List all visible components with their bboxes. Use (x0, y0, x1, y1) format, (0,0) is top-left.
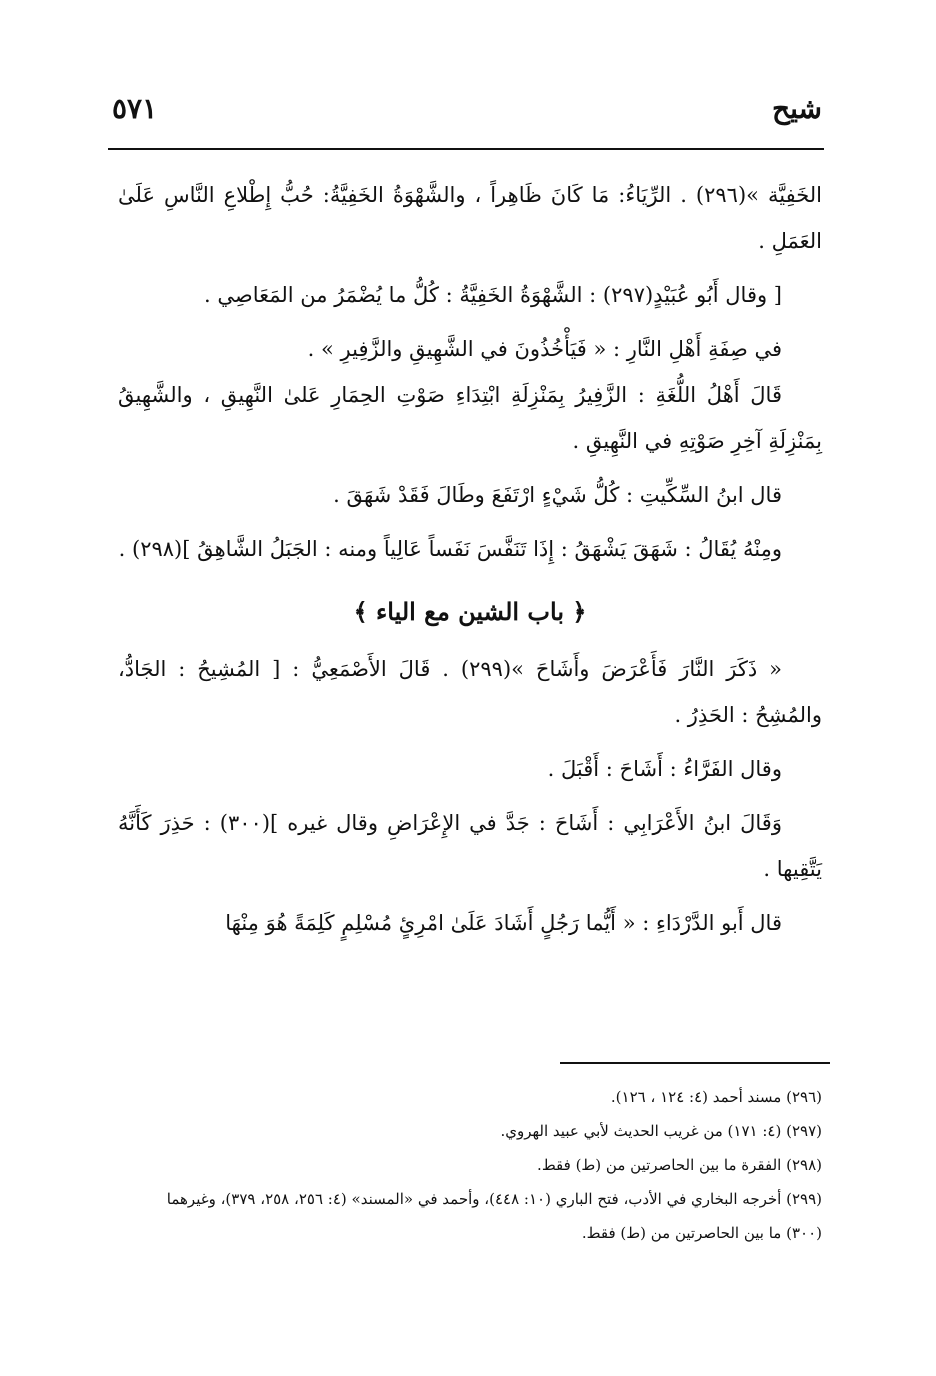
main-text (118, 172, 822, 954)
paragraph-4: قَالَ أَهْلُ اللُّغَةِ : الزَّفِيرُ بِمَنْزِلَةِ ابْتِدَاءِ صَوْتِ الحِمَارِ عَلىٰ النَّهِيقِ ، والشَّهِيقُ بِمَنْزِلَةِ آخِرِ صَوْتِهِ في النَّهِيقِ . (118, 383, 822, 453)
header-word: شيح (772, 92, 822, 125)
header-rule (108, 148, 824, 150)
footnote-298: (٢٩٨) الفقرة ما بين الحاصرتين من (ط) فقط. (537, 1156, 822, 1174)
page-number: ٥٧١ (112, 92, 158, 125)
footnotes (118, 1082, 822, 1252)
paragraph-5: قال ابنُ السِّكِّيتِ : كُلُّ شَيْءٍ ارْتَفَعَ وطَالَ فَقَدْ شَهَقَ . (333, 483, 782, 507)
footnote-rule (560, 1062, 830, 1064)
paragraph-10: قال أَبو الدَّرْدَاءِ : « أَيُّما رَجُلٍ أَشَادَ عَلَىٰ امْرِئٍ مُسْلِمٍ كَلِمَةً هُوَ مِنْهَا (225, 911, 782, 935)
paragraph-3: في صِفَةِ أَهْلِ النَّارِ : « فَيَأْخُذُونَ في الشَّهِيقِ والزَّفِيرِ » . (307, 337, 782, 361)
footnote-300: (٣٠٠) ما بين الحاصرتين من (ط) فقط. (581, 1224, 822, 1242)
running-header (112, 92, 822, 144)
paragraph-1: الخَفِيَّة »(٢٩٦) . الرِّيَاءُ: مَا كَانَ ظَاهِراً ، والشَّهْوَةُ الخَفِيَّةُ: حُبُّ إِطْلاعِ النَّاسِ عَلَىٰ العَمَلِ . (118, 183, 822, 253)
section-title: ﴿ باب الشين مع الياء ﴾ (353, 597, 587, 626)
paragraph-7: « ذَكَرَ النَّارَ فَأَعْرَضَ وأَشَاحَ »(٢٩٩) . قَالَ الأَصْمَعِيُّ : [ المُشِيحُ : الجَادُّ، والمُشِحُ : الحَذِرُ . (118, 657, 822, 727)
footnote-297: (٢٩٧) (٤: ١٧١) من غريب الحديث لأبي عبيد الهروي. (500, 1122, 822, 1140)
paragraph-9: وَقَالَ ابنُ الأَعْرَابِي : أَشَاحَ : جَدَّ في الإِعْرَاضِ وقال غيره ](٣٠٠) : حَذِرَ كَأَنَّهُ يَتَّقِيها . (118, 811, 822, 881)
paragraph-2: [ وقال أَبُو عُبَيْدٍ(٢٩٧) : الشَّهْوَةُ الخَفِيَّةُ : كُلُّ ما يُضْمَرُ من المَعَاصِي . (204, 283, 782, 307)
footnote-299: (٢٩٩) أخرجه البخاري في الأدب، فتح الباري (١٠: ٤٤٨)، وأحمد في «المسند» (٤: ٢٥٦، ٢٥٨، ٣٧٩)، وغيرهما (166, 1190, 822, 1208)
paragraph-6: ومِنْهُ يُقَالُ : شَهَقَ يَشْهَقُ : إِذَا تَنَفَّسَ نَفَساً عَالِياً ومنه : الجَبَلُ الشَّاهِقُ ](٢٩٨) . (118, 537, 782, 561)
footnote-296: (٢٩٦) مسند أحمد (٤: ١٢٤ ، ١٢٦). (610, 1088, 822, 1106)
paragraph-8: وقال الفَرَّاءُ : أَشَاحَ : أَقْبَلَ . (547, 757, 782, 781)
